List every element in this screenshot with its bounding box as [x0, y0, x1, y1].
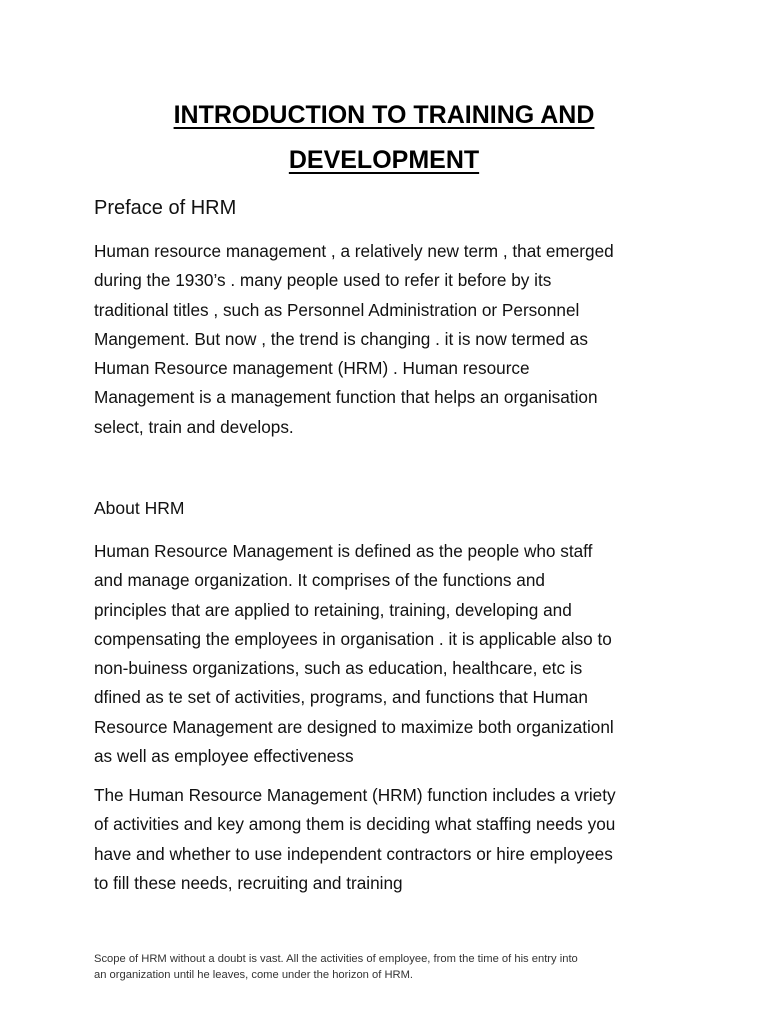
title-line-2: DEVELOPMENT: [288, 146, 480, 174]
title-line-1: INTRODUCTION TO TRAINING AND: [173, 101, 595, 129]
document-title: [94, 93, 674, 183]
paragraph-about-definition: Human Resource Management is defined as the people who staff and manage organization. It comprises of the functions and principles that are applied to retaining, training, developing and compensating the employees in organisation . it is applicable also to non-buiness organizations, such as education, healthcare, etc is dfined as te set of activities, programs, and functions that Human Resource Management are designed to maximize both organizationl as well as employee effectiveness: [94, 541, 614, 767]
section-heading-about: About HRM: [94, 498, 185, 518]
footnote: Scope of HRM without a doubt is vast. All the activities of employee, from the time of his entry into an organization until he leaves, come under the horizon of HRM.: [94, 953, 578, 981]
paragraph-about-function: The Human Resource Management (HRM) function includes a vriety of activities and key among them is deciding what staffing needs you have and whether to use independent contractors or hire employees to fill these needs, recruiting and training: [94, 785, 616, 893]
paragraph-preface: Human resource management , a relatively new term , that emerged during the 1930’s . many people used to refer it before by its traditional titles , such as Personnel Administration or Personnel Mangement. But now , the trend is changing . it is now termed as Human Resource management (HRM) . Human resource Management is a management function that helps an organisation select, train and develops.: [94, 241, 614, 437]
section-heading-preface: Preface of HRM: [94, 197, 237, 219]
